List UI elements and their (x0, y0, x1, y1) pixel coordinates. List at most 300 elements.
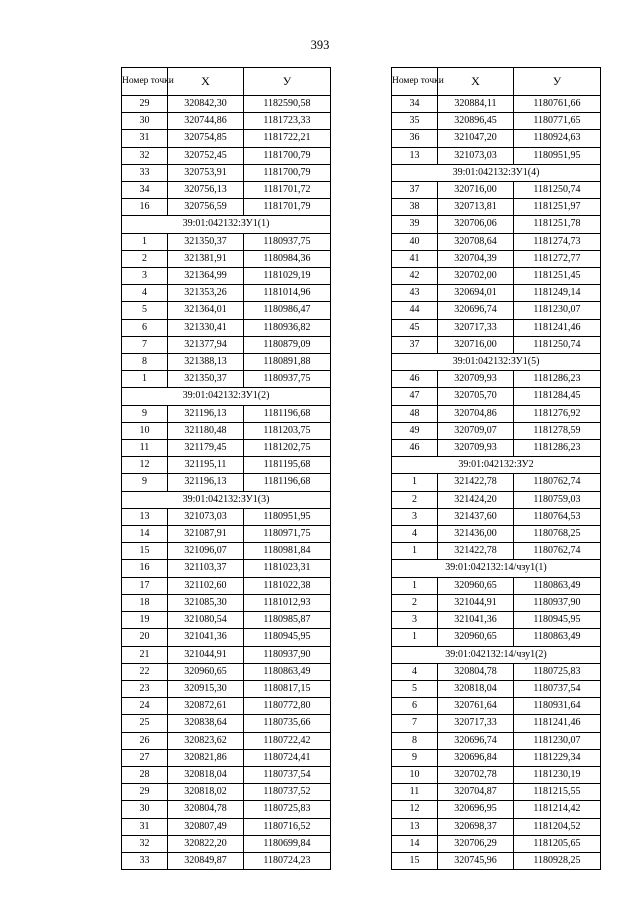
table-row (392, 680, 601, 697)
point-number-cell: 29 (122, 784, 168, 801)
y-coordinate-cell: 1180725,83 (514, 663, 601, 680)
y-coordinate-cell: 1181195,68 (244, 457, 331, 474)
table-row (392, 766, 601, 783)
point-number-cell: 4 (122, 285, 168, 302)
point-number-cell: 19 (122, 612, 168, 629)
section-title: 39:01:042132:ЗУ1(4) (392, 164, 601, 181)
y-coordinate-cell: 1180951,95 (244, 508, 331, 525)
x-coordinate-cell: 320960,65 (168, 663, 244, 680)
point-number-cell: 16 (122, 199, 168, 216)
point-number-cell: 37 (392, 182, 438, 199)
y-coordinate-cell: 1180759,03 (514, 491, 601, 508)
table-row (392, 749, 601, 766)
y-coordinate-cell: 1180945,95 (514, 612, 601, 629)
x-coordinate-cell: 320696,84 (438, 749, 514, 766)
y-coordinate-cell: 1180724,41 (244, 749, 331, 766)
x-coordinate-cell: 320761,64 (438, 698, 514, 715)
section-title: 39:01:042132:ЗУ1(1) (122, 216, 331, 233)
x-coordinate-cell: 321436,00 (438, 526, 514, 543)
table-row (392, 405, 601, 422)
x-coordinate-cell: 321085,30 (168, 594, 244, 611)
point-number-cell: 2 (392, 491, 438, 508)
point-number-cell: 4 (392, 663, 438, 680)
table-row (122, 543, 331, 560)
point-number-cell: 15 (122, 543, 168, 560)
point-number-cell: 1 (392, 629, 438, 646)
table-row (122, 680, 331, 697)
table-row (122, 113, 331, 130)
point-number-cell: 14 (392, 835, 438, 852)
point-number-cell: 1 (392, 474, 438, 491)
x-coordinate-cell: 320915,30 (168, 680, 244, 697)
x-coordinate-cell: 320716,00 (438, 336, 514, 353)
point-number-cell: 3 (392, 508, 438, 525)
y-coordinate-cell: 1181012,93 (244, 594, 331, 611)
x-coordinate-cell: 321196,13 (168, 474, 244, 491)
table-row (392, 250, 601, 267)
y-coordinate-cell: 1180891,88 (244, 354, 331, 371)
x-coordinate-cell: 320807,49 (168, 818, 244, 835)
table-row (122, 422, 331, 439)
table-row (122, 835, 331, 852)
y-coordinate-cell: 1180936,82 (244, 319, 331, 336)
y-coordinate-cell: 1180722,42 (244, 732, 331, 749)
table-row (122, 457, 331, 474)
y-coordinate-cell: 1180771,65 (514, 113, 601, 130)
table-row (392, 612, 601, 629)
point-number-cell: 27 (122, 749, 168, 766)
y-coordinate-cell: 1182590,58 (244, 96, 331, 113)
y-coordinate-cell: 1180937,90 (514, 594, 601, 611)
y-coordinate-cell: 1181701,79 (244, 199, 331, 216)
y-coordinate-cell: 1181700,79 (244, 164, 331, 181)
y-coordinate-cell: 1180937,90 (244, 646, 331, 663)
table-row (392, 594, 601, 611)
y-coordinate-cell: 1181029,19 (244, 268, 331, 285)
table-row (122, 784, 331, 801)
y-coordinate-cell: 1180737,54 (514, 680, 601, 697)
point-number-cell: 46 (392, 440, 438, 457)
y-coordinate-cell: 1180984,36 (244, 250, 331, 267)
point-number-cell: 5 (122, 302, 168, 319)
table-row (122, 612, 331, 629)
x-coordinate-cell: 320694,01 (438, 285, 514, 302)
table-row (122, 336, 331, 353)
y-coordinate-cell: 1180986,47 (244, 302, 331, 319)
x-coordinate-cell: 321196,13 (168, 405, 244, 422)
table-row (122, 405, 331, 422)
y-coordinate-cell: 1181022,38 (244, 577, 331, 594)
x-coordinate-cell: 321041,36 (438, 612, 514, 629)
y-coordinate-cell: 1181204,52 (514, 818, 601, 835)
x-coordinate-cell: 320818,04 (168, 766, 244, 783)
y-coordinate-cell: 1181251,78 (514, 216, 601, 233)
x-coordinate-cell: 320821,86 (168, 749, 244, 766)
x-coordinate-cell: 320823,62 (168, 732, 244, 749)
table-row (392, 182, 601, 199)
x-coordinate-cell: 321364,01 (168, 302, 244, 319)
table-row (392, 440, 601, 457)
y-header: У (244, 68, 331, 96)
table-row (122, 715, 331, 732)
point-number-cell: 30 (122, 113, 168, 130)
point-number-cell: 24 (122, 698, 168, 715)
x-coordinate-cell: 320713,81 (438, 199, 514, 216)
section-row (392, 646, 601, 663)
table-row (122, 526, 331, 543)
x-coordinate-cell: 320709,07 (438, 422, 514, 439)
x-coordinate-cell: 321353,26 (168, 285, 244, 302)
table-row (392, 130, 601, 147)
table-row (392, 302, 601, 319)
y-coordinate-cell: 1181014,96 (244, 285, 331, 302)
y-coordinate-cell: 1181251,97 (514, 199, 601, 216)
y-coordinate-cell: 1181196,68 (244, 474, 331, 491)
y-coordinate-cell: 1180762,74 (514, 543, 601, 560)
section-title: 39:01:042132:ЗУ2 (392, 457, 601, 474)
section-row (122, 388, 331, 405)
x-coordinate-cell: 320696,74 (438, 732, 514, 749)
table-row (392, 818, 601, 835)
table-row (392, 216, 601, 233)
y-coordinate-cell: 1180924,63 (514, 130, 601, 147)
table-row (392, 715, 601, 732)
point-number-cell: 41 (392, 250, 438, 267)
y-coordinate-cell: 1181284,45 (514, 388, 601, 405)
x-coordinate-cell: 321073,03 (168, 508, 244, 525)
y-coordinate-cell: 1180863,49 (514, 629, 601, 646)
x-coordinate-cell: 320818,04 (438, 680, 514, 697)
y-coordinate-cell: 1181241,46 (514, 715, 601, 732)
x-coordinate-cell: 320716,00 (438, 182, 514, 199)
y-coordinate-cell: 1181722,21 (244, 130, 331, 147)
point-number-cell: 46 (392, 371, 438, 388)
x-coordinate-cell: 320706,06 (438, 216, 514, 233)
table-row (392, 147, 601, 164)
point-number-cell: 42 (392, 268, 438, 285)
point-number-cell: 14 (122, 526, 168, 543)
x-coordinate-cell: 320705,70 (438, 388, 514, 405)
x-coordinate-cell: 320960,65 (438, 629, 514, 646)
point-number-cell: 3 (392, 612, 438, 629)
table-row (392, 732, 601, 749)
y-coordinate-cell: 1181205,65 (514, 835, 601, 852)
coordinates-table-left (121, 67, 331, 870)
point-number-cell: 17 (122, 577, 168, 594)
point-number-cell: 20 (122, 629, 168, 646)
section-title: 39:01:042132:ЗУ1(2) (122, 388, 331, 405)
y-coordinate-cell: 1181700,79 (244, 147, 331, 164)
x-coordinate-cell: 321080,54 (168, 612, 244, 629)
x-coordinate-cell: 320896,45 (438, 113, 514, 130)
y-coordinate-cell: 1180937,75 (244, 233, 331, 250)
x-coordinate-cell: 321044,91 (438, 594, 514, 611)
table-header (392, 68, 601, 96)
table-row (392, 491, 601, 508)
table-row (122, 319, 331, 336)
y-coordinate-cell: 1180951,95 (514, 147, 601, 164)
x-coordinate-cell: 320756,59 (168, 199, 244, 216)
point-number-cell: 8 (392, 732, 438, 749)
point-number-cell: 48 (392, 405, 438, 422)
table-row (392, 268, 601, 285)
table-header (122, 68, 331, 96)
table-row (122, 199, 331, 216)
table-row (392, 96, 601, 113)
x-coordinate-cell: 321437,60 (438, 508, 514, 525)
point-number-cell: 23 (122, 680, 168, 697)
table-row (122, 371, 331, 388)
point-number-cell: 39 (392, 216, 438, 233)
section-title: 39:01:042132:14/чзу1(2) (392, 646, 601, 663)
x-coordinate-cell: 321102,60 (168, 577, 244, 594)
section-title: 39:01:042132:14/чзу1(1) (392, 560, 601, 577)
table-row (392, 422, 601, 439)
table-row (122, 233, 331, 250)
y-coordinate-cell: 1181230,07 (514, 732, 601, 749)
x-coordinate-cell: 321377,94 (168, 336, 244, 353)
table-row (122, 732, 331, 749)
table-row (392, 319, 601, 336)
point-number-cell: 18 (122, 594, 168, 611)
x-coordinate-cell: 321388,13 (168, 354, 244, 371)
y-coordinate-cell: 1181272,77 (514, 250, 601, 267)
point-number-cell: 1 (122, 371, 168, 388)
y-coordinate-cell: 1180931,64 (514, 698, 601, 715)
x-coordinate-cell: 320884,11 (438, 96, 514, 113)
y-coordinate-cell: 1181229,34 (514, 749, 601, 766)
table-row (122, 594, 331, 611)
point-number-cell: 21 (122, 646, 168, 663)
point-number-cell: 1 (122, 233, 168, 250)
y-coordinate-cell: 1181249,14 (514, 285, 601, 302)
table-row (122, 130, 331, 147)
x-coordinate-cell: 320717,33 (438, 715, 514, 732)
point-number-cell: 5 (392, 680, 438, 697)
y-coordinate-cell: 1180817,15 (244, 680, 331, 697)
point-number-cell: 34 (122, 182, 168, 199)
y-coordinate-cell: 1181286,23 (514, 371, 601, 388)
point-number-cell: 1 (392, 577, 438, 594)
table-row (122, 663, 331, 680)
x-coordinate-cell: 320849,87 (168, 852, 244, 869)
point-number-cell: 38 (392, 199, 438, 216)
x-coordinate-cell: 320745,96 (438, 852, 514, 869)
point-number-cell: 37 (392, 336, 438, 353)
x-coordinate-cell: 320842,30 (168, 96, 244, 113)
section-row (392, 164, 601, 181)
section-title: 39:01:042132:ЗУ1(3) (122, 491, 331, 508)
y-coordinate-cell: 1181251,45 (514, 268, 601, 285)
y-coordinate-cell: 1181215,55 (514, 784, 601, 801)
y-coordinate-cell: 1181250,74 (514, 336, 601, 353)
point-number-cell: 32 (122, 147, 168, 164)
table-row (392, 698, 601, 715)
table-row (122, 508, 331, 525)
x-coordinate-cell: 320756,13 (168, 182, 244, 199)
y-coordinate-cell: 1180772,80 (244, 698, 331, 715)
table-row (392, 852, 601, 869)
y-coordinate-cell: 1181214,42 (514, 801, 601, 818)
point-number-cell: 33 (122, 164, 168, 181)
table-row (392, 371, 601, 388)
point-number-cell: 10 (392, 766, 438, 783)
x-coordinate-cell: 320704,39 (438, 250, 514, 267)
point-number-cell: 13 (122, 508, 168, 525)
x-coordinate-cell: 320709,93 (438, 440, 514, 457)
x-coordinate-cell: 321424,20 (438, 491, 514, 508)
point-number-cell: 49 (392, 422, 438, 439)
table-row (392, 526, 601, 543)
page-number: 393 (310, 38, 330, 52)
y-coordinate-cell: 1180737,52 (244, 784, 331, 801)
x-coordinate-cell: 321381,91 (168, 250, 244, 267)
y-coordinate-cell: 1180937,75 (244, 371, 331, 388)
x-coordinate-cell: 320754,85 (168, 130, 244, 147)
table-row (392, 199, 601, 216)
table-row (122, 285, 331, 302)
y-coordinate-cell: 1180761,66 (514, 96, 601, 113)
point-number-header: Номер точки (392, 68, 438, 96)
point-number-cell: 31 (122, 818, 168, 835)
y-coordinate-cell: 1181723,33 (244, 113, 331, 130)
point-number-cell: 1 (392, 543, 438, 560)
x-coordinate-cell: 321350,37 (168, 233, 244, 250)
table-row (392, 113, 601, 130)
y-header: У (514, 68, 601, 96)
point-number-cell: 3 (122, 268, 168, 285)
section-title: 39:01:042132:ЗУ1(5) (392, 354, 601, 371)
table-row (122, 96, 331, 113)
x-coordinate-cell: 320838,64 (168, 715, 244, 732)
table-row (392, 285, 601, 302)
x-coordinate-cell: 320804,78 (438, 663, 514, 680)
x-coordinate-cell: 320717,33 (438, 319, 514, 336)
x-coordinate-cell: 320706,29 (438, 835, 514, 852)
table-row (122, 250, 331, 267)
table-row (122, 818, 331, 835)
table-row (122, 852, 331, 869)
x-coordinate-cell: 320698,37 (438, 818, 514, 835)
x-coordinate-cell: 321096,07 (168, 543, 244, 560)
x-coordinate-cell: 320804,78 (168, 801, 244, 818)
table-row (392, 801, 601, 818)
y-coordinate-cell: 1180699,84 (244, 835, 331, 852)
point-number-cell: 30 (122, 801, 168, 818)
table-row (122, 474, 331, 491)
table-row (122, 268, 331, 285)
y-coordinate-cell: 1181203,75 (244, 422, 331, 439)
x-coordinate-cell: 320696,74 (438, 302, 514, 319)
point-number-cell: 32 (122, 835, 168, 852)
x-coordinate-cell: 320704,87 (438, 784, 514, 801)
table-row (122, 577, 331, 594)
table-row (392, 233, 601, 250)
y-coordinate-cell: 1180725,83 (244, 801, 331, 818)
section-row (122, 491, 331, 508)
x-coordinate-cell: 320704,86 (438, 405, 514, 422)
point-number-cell: 12 (392, 801, 438, 818)
y-coordinate-cell: 1180737,54 (244, 766, 331, 783)
table-row (122, 646, 331, 663)
table-row (392, 835, 601, 852)
table-row (122, 801, 331, 818)
x-coordinate-cell: 321087,91 (168, 526, 244, 543)
y-coordinate-cell: 1180724,23 (244, 852, 331, 869)
y-coordinate-cell: 1181701,72 (244, 182, 331, 199)
point-number-cell: 2 (122, 250, 168, 267)
x-coordinate-cell: 320960,65 (438, 577, 514, 594)
table-row (122, 698, 331, 715)
table-row (122, 766, 331, 783)
x-coordinate-cell: 320744,86 (168, 113, 244, 130)
point-number-cell: 7 (122, 336, 168, 353)
point-number-cell: 35 (392, 113, 438, 130)
point-number-cell: 11 (392, 784, 438, 801)
x-coordinate-cell: 321180,48 (168, 422, 244, 439)
table-row (392, 388, 601, 405)
table-row (122, 440, 331, 457)
table-row (392, 508, 601, 525)
point-number-cell: 29 (122, 96, 168, 113)
y-coordinate-cell: 1180879,09 (244, 336, 331, 353)
y-coordinate-cell: 1181274,73 (514, 233, 601, 250)
point-number-cell: 8 (122, 354, 168, 371)
y-coordinate-cell: 1180764,53 (514, 508, 601, 525)
x-coordinate-cell: 320709,93 (438, 371, 514, 388)
table-row (392, 474, 601, 491)
x-coordinate-cell: 321044,91 (168, 646, 244, 663)
point-number-cell: 45 (392, 319, 438, 336)
point-number-cell: 6 (122, 319, 168, 336)
point-number-cell: 6 (392, 698, 438, 715)
point-number-cell: 9 (122, 405, 168, 422)
section-row (392, 354, 601, 371)
x-coordinate-cell: 320822,20 (168, 835, 244, 852)
point-number-cell: 33 (122, 852, 168, 869)
point-number-cell: 36 (392, 130, 438, 147)
table-row (122, 560, 331, 577)
point-number-cell: 15 (392, 852, 438, 869)
point-number-cell: 12 (122, 457, 168, 474)
point-number-cell: 4 (392, 526, 438, 543)
point-number-cell: 34 (392, 96, 438, 113)
y-coordinate-cell: 1181241,46 (514, 319, 601, 336)
point-number-cell: 25 (122, 715, 168, 732)
section-row (392, 560, 601, 577)
table-row (392, 629, 601, 646)
x-coordinate-cell: 321350,37 (168, 371, 244, 388)
table-row (392, 577, 601, 594)
table-row (122, 182, 331, 199)
point-number-cell: 44 (392, 302, 438, 319)
y-coordinate-cell: 1180762,74 (514, 474, 601, 491)
y-coordinate-cell: 1180928,25 (514, 852, 601, 869)
y-coordinate-cell: 1181023,31 (244, 560, 331, 577)
x-coordinate-cell: 321422,78 (438, 543, 514, 560)
y-coordinate-cell: 1180863,49 (244, 663, 331, 680)
y-coordinate-cell: 1180985,87 (244, 612, 331, 629)
point-number-cell: 13 (392, 818, 438, 835)
x-coordinate-cell: 320872,61 (168, 698, 244, 715)
point-number-cell: 40 (392, 233, 438, 250)
x-coordinate-cell: 321364,99 (168, 268, 244, 285)
y-coordinate-cell: 1180971,75 (244, 526, 331, 543)
y-coordinate-cell: 1181230,19 (514, 766, 601, 783)
coordinates-table-right (391, 67, 601, 870)
x-coordinate-cell: 321330,41 (168, 319, 244, 336)
x-coordinate-cell: 321047,20 (438, 130, 514, 147)
